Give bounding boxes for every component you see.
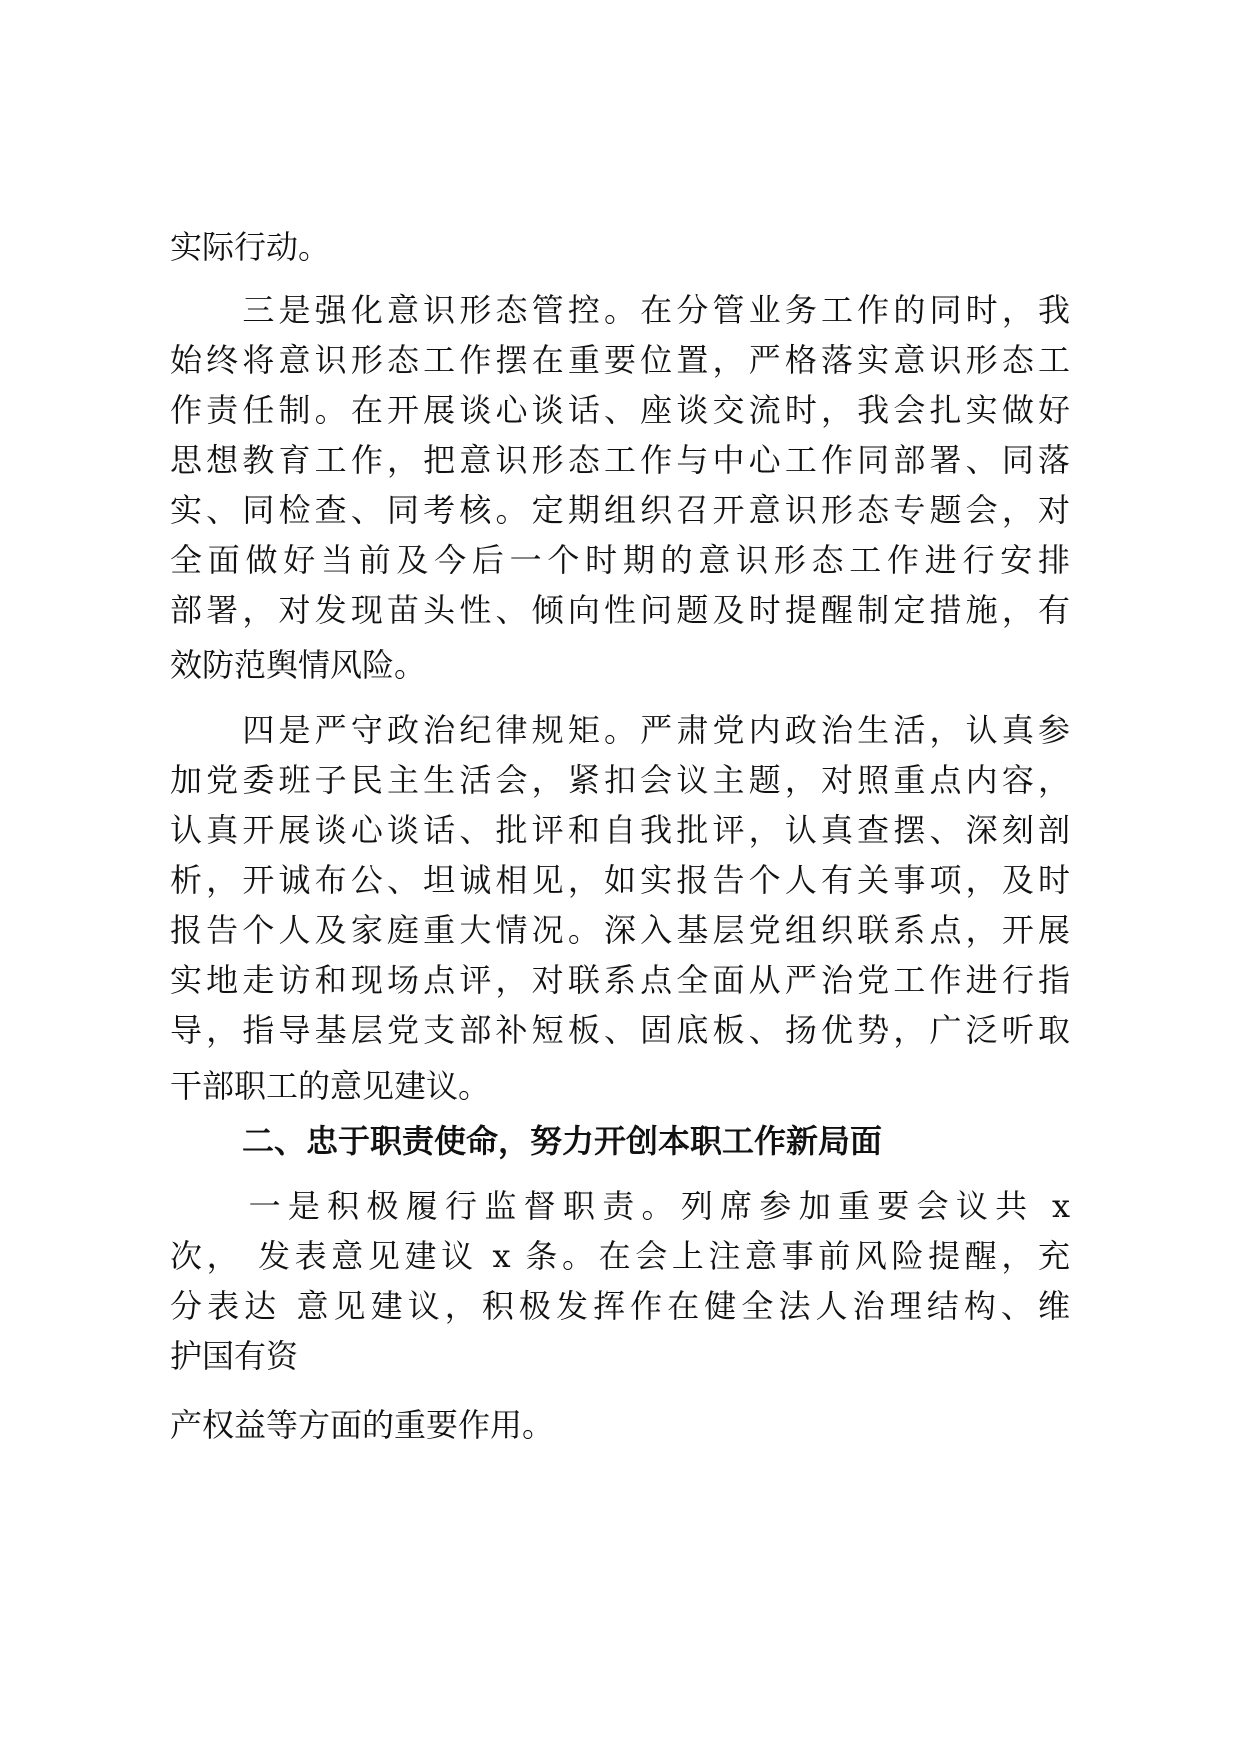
paragraph-line: 次， 发表意见建议 x 条。在会上注意事前风险提醒，充 bbox=[170, 1237, 1070, 1275]
paragraph-line: 护国有资 bbox=[170, 1337, 299, 1375]
paragraph-line: 干部职工的意见建议。 bbox=[170, 1067, 491, 1105]
paragraph-line: 报告个人及家庭重大情况。深入基层党组织联系点，开展 bbox=[170, 911, 1070, 949]
paragraph-line: 三是强化意识形态管控。在分管业务工作的同时，我 bbox=[170, 291, 1070, 329]
paragraph-line: 作责任制。在开展谈心谈话、座谈交流时，我会扎实做好 bbox=[170, 391, 1070, 429]
paragraph-line: 实际行动。 bbox=[170, 228, 331, 266]
paragraph-line: 产权益等方面的重要作用。 bbox=[170, 1406, 555, 1444]
paragraph-line: 一是积极履行监督职责。列席参加重要会议共 x bbox=[170, 1187, 1070, 1225]
paragraph-line: 分表达 意见建议，积极发挥作在健全法人治理结构、维 bbox=[170, 1287, 1070, 1325]
paragraph-line: 导，指导基层党支部补短板、固底板、扬优势，广泛听取 bbox=[170, 1011, 1070, 1049]
paragraph-line: 始终将意识形态工作摆在重要位置，严格落实意识形态工 bbox=[170, 341, 1070, 379]
paragraph-line: 效防范舆情风险。 bbox=[170, 646, 427, 684]
paragraph-line: 实、同检查、同考核。定期组织召开意识形态专题会，对 bbox=[170, 491, 1070, 529]
paragraph-line: 四是严守政治纪律规矩。严肃党内政治生活，认真参 bbox=[170, 711, 1070, 749]
paragraph-line: 实地走访和现场点评，对联系点全面从严治党工作进行指 bbox=[170, 961, 1070, 999]
paragraph-line: 全面做好当前及今后一个时期的意识形态工作进行安排 bbox=[170, 541, 1070, 579]
paragraph-line: 加党委班子民主生活会，紧扣会议主题，对照重点内容， bbox=[170, 761, 1070, 799]
paragraph-line: 部署，对发现苗头性、倾向性问题及时提醒制定措施，有 bbox=[170, 591, 1070, 629]
section-heading: 二、忠于职责使命，努力开创本职工作新局面 bbox=[242, 1122, 883, 1160]
paragraph-line: 思想教育工作，把意识形态工作与中心工作同部署、同落 bbox=[170, 441, 1070, 479]
paragraph-line: 析，开诚布公、坦诚相见，如实报告个人有关事项，及时 bbox=[170, 861, 1070, 899]
paragraph-line: 认真开展谈心谈话、批评和自我批评，认真查摆、深刻剖 bbox=[170, 811, 1070, 849]
